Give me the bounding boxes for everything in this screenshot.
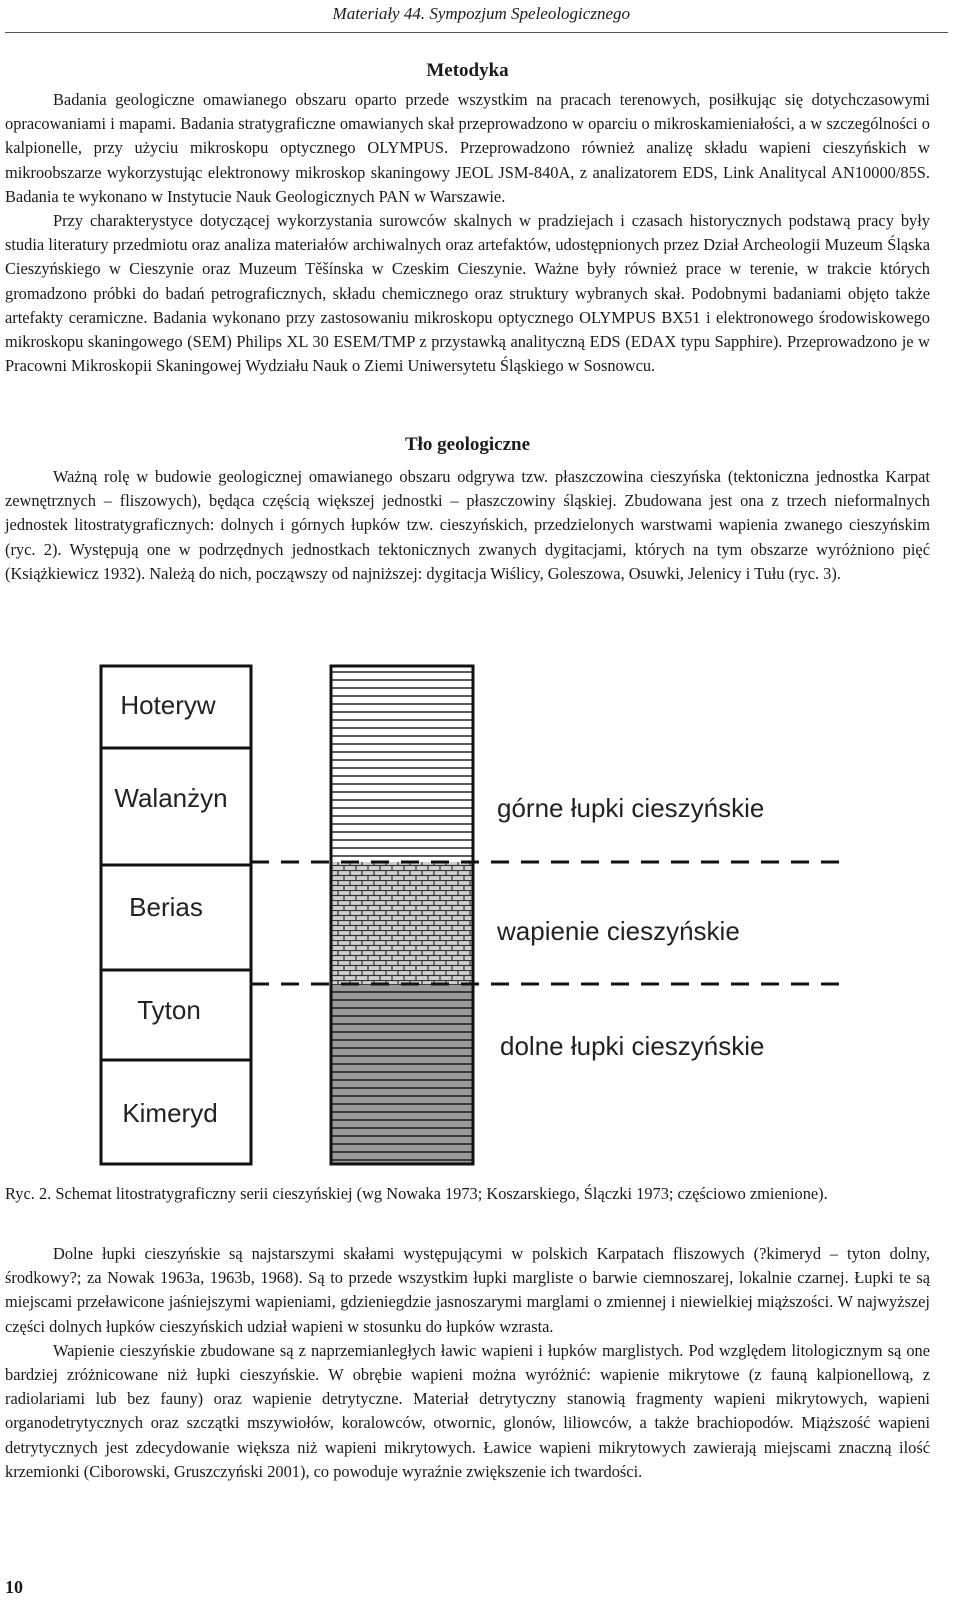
stage-label-hoteryw: Hoteryw — [120, 689, 216, 720]
figure-caption: Ryc. 2. Schemat litostratygraficzny serii cieszyńskiej (wg Nowaka 1973; Koszarskiego, Ślączki 1973; częściowo zmienione). — [5, 1184, 828, 1203]
lithostratigraphic-figure — [95, 660, 845, 1170]
stage-label-tyton: Tyton — [137, 994, 201, 1025]
continuation-paragraph-1: Dolne łupki cieszyńskie są najstarszymi skałami występującymi w polskich Karpatach fliszowych (?kimeryd – tyton dolny, środkowy?; za Nowak 1963a, 1963b, 1968). Są to przede wszystkim łupki margliste o barwie ciemnoszarej, lokalnie czarnej. Łupki te są miejscami przeławicone jaśniejszymi wapieniami, gdzieniegdzie jasnoszarymi marglami o zmiennej i niewielkiej miąższości. W najwyższej części dolnych łupków cieszyńskich udział wapieni w stosunku do łupków wzrasta. — [5, 1244, 930, 1336]
page-number: 10 — [5, 1577, 23, 1597]
header-rule — [5, 32, 948, 33]
journal-title: Materiały 44. Sympozjum Speleologicznego — [332, 4, 630, 23]
section-methodology — [5, 60, 930, 378]
stage-label-kimeryd: Kimeryd — [122, 1097, 218, 1128]
geology-paragraph-1: Ważną rolę w budowie geologicznej omawianego obszaru odgrywa tzw. płaszczowina cieszyńska (tektoniczna jednostka Karpat zewnętrznych – fliszowych), będąca częścią większej jednostki – płaszczowiny śląskiej. Zbudowana jest ona z trzech nieformalnych jednostek litostratygraficznych: dolnych i górnych łupków tzw. cieszyńskich, przedzielonych warstwami wapienia zwanego cieszyńskim (ryc. 2). Występują one w podrzędnych jednostkach tektonicznych zwanych dygitacjami, których na tym obszarze wyróżniono pięć (Książkiewicz 1932). Należą do nich, począwszy od najniższej: dygitacja Wiślicy, Goleszowa, Osuwki, Jelenicy i Tułu (ryc. 3). — [5, 467, 930, 583]
unit-label-upper-shale: górne łupki cieszyńskie — [497, 792, 765, 823]
section-geology — [5, 434, 930, 586]
upper-shale-fill — [331, 666, 473, 862]
continuation-paragraph-2: Wapienie cieszyńskie zbudowane są z naprzemianległych ławic wapieni i łupków marglistych. Pod względem litologicznym są one bardziej zróżnicowane niż łupki cieszyńskie. W obrębie wapieni można wyróżnić: wapienie mikrytowe (z fauną kalpionellową, z radiolariami lub bez fauny) oraz wapienie detrytyczne. Materiał detrytyczny stanowią fragmenty wapieni mikrytowych, wapieni organodetrytycznych oraz szczątki mszywiołów, koralowców, otwornic, glonów, liliowców, a także brachiopodów. Miąższość wapieni detrytycznych jest zdecydowanie większa niż wapieni mikrytowych. Ławice wapieni mikrytowych zawierają miejscami znaczną ilość krzemionki (Ciborowski, Gruszczyński 2001), co powoduje wyraźnie zwiększenie ich twardości. — [5, 1340, 930, 1481]
unit-label-lower-shale: dolne łupki cieszyńskie — [500, 1030, 765, 1061]
stage-label-berias: Berias — [129, 891, 203, 922]
unit-label-limestone: wapienie cieszyńskie — [497, 915, 740, 946]
running-header — [0, 0, 960, 32]
section-heading-geology: Tło geologiczne — [404, 434, 531, 455]
section-continuation — [5, 1242, 930, 1484]
section-heading-methodology: Metodyka — [426, 60, 509, 81]
methodology-paragraph-1: Badania geologiczne omawianego obszaru oparto przede wszystkim na pracach terenowych, posiłkując się dotychczasowymi opracowaniami i mapami. Badania stratygraficzne omawianych skał przeprowadzono w oparciu o mikroskamieniałości, a w szczególności o kalpionelle, przy użyciu mikroskopu optycznego OLYMPUS. Przeprowadzono również analizę składu wapieni cieszyńskich w mikroobszarze wykorzystując elektronowy mikroskop skaningowy JEOL JSM-840A, z analizatorem EDS, Link Analitycal AN10000/85S. Badania te wykonano w Instytucie Nauk Geologicznych PAN w Warszawie. — [5, 90, 930, 206]
stage-label-walanzyn: Walanżyn — [114, 782, 228, 813]
methodology-paragraph-2: Przy charakterystyce dotyczącej wykorzystania surowców skalnych w pradziejach i czasach historycznych podstawą pracy były studia literatury przedmiotu oraz analiza materiałów archiwalnych oraz artefaktów, udostępnionych przez Dział Archeologii Muzeum Śląska Cieszyńskiego w Cieszynie oraz Muzeum Těšínska w Czeskim Cieszynie. Ważne były również prace w terenie, w trakcie których gromadzono próbki do badań petrograficznych, składu chemicznego oraz struktury wybranych skał. Podobnymi badaniami objęto także artefakty ceramiczne. Badania wykonano przy zastosowaniu mikroskopu optycznego OLYMPUS BX51 i elektronowego środowiskowego mikroskopu skaningowego (SEM) Philips XL 30 ESEM/TMP z przystawką analityczną EDS (EDAX typu Sapphire). Przeprowadzono je w Pracowni Mikroskopii Skaningowej Wydziału Nauk o Ziemi Uniwersytetu Śląskiego w Sosnowcu. — [5, 211, 930, 376]
lower-shale-fill — [331, 984, 473, 1164]
limestone-fill — [331, 862, 473, 984]
